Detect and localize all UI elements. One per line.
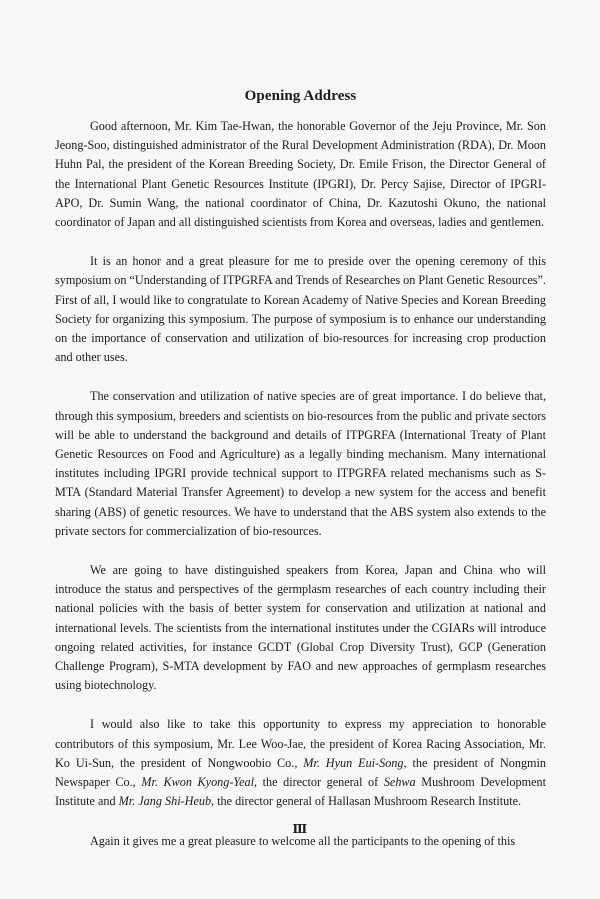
- document-title: Opening Address: [244, 88, 357, 104]
- italic-text: Mr. Hyun Eui-Song: [303, 755, 404, 770]
- paragraph-text: Good afternoon, Mr. Kim Tae-Hwan, the honorable Governor of the Jeju Province, Mr. Son Jeong-Soo, distinguished administrator of the Rural Development Administration (RDA), Dr. Moon Huhn Pal, the president of the Korean Breeding Society, Dr. Emile Frison, the Director General of the International Plant Genetic Resources Institute (IPGRI), Dr. Percy Sajise, Director of IPGRI-APO, Dr. Sumin Wang, the national coordinator of China, Dr. Kazutoshi Okuno, the national coordinator of Japan and all distinguished scientists from Korea and overseas, ladies and gentlemen.: [55, 119, 546, 230]
- body-paragraph: [55, 715, 546, 811]
- paragraph-text: The conservation and utilization of native species are of great importance. I do believe that, through this symposium, breeders and scientists on bio-resources from the public and private sectors will be able to understand the background and details of ITPGRFA (International Treaty of Plant Genetic Resources on Food and Agriculture) as a legally binding mechanism. Many international institutes including IPGRI provide technical support to ITPGRFA related mechanisms such as S-MTA (Standard Material Transfer Agreement) to develop a new system for the access and benefit sharing (ABS) of genetic resources. We have to understand that the ABS system also extends to the private sectors for commercialization of bio-resources.: [55, 389, 546, 538]
- body-paragraph: [55, 387, 546, 541]
- body-paragraph: [55, 252, 546, 367]
- italic-text: Mr. Kwon Kyong-Yeal: [141, 775, 254, 790]
- paragraph-text: , the director general of Hallasan Mushroom Research Institute.: [211, 794, 522, 809]
- italic-text: Sehwa: [383, 775, 416, 790]
- paragraph-text: I would also like to take this opportunity to express my appreciation to honorable contributors of this symposium, Mr. Lee Woo-Jae, the president of Korea Racing Association, Mr. Ko Ui-Sun, the president of Nongwoobio Co.,: [55, 717, 546, 770]
- paragraph-text: Mushroom Development Institute and: [55, 775, 546, 809]
- paragraph-text: It is an honor and a great pleasure for me to preside over the opening ceremony of this symposium on “Understanding of ITPGRFA and Trends of Researches on Plant Genetic Resources”. First of all, I would like to congratulate to Korean Academy of Native Species and Korean Breeding Society for organizing this symposium. The purpose of symposium is to enhance our understanding on the importance of conservation and utilization of bio-resources for increasing crop production and other uses.: [55, 254, 546, 365]
- paragraph-list: [55, 117, 546, 851]
- body-paragraph: [55, 117, 546, 232]
- body-paragraph: [55, 561, 546, 695]
- paragraph-text: Again it gives me a great pleasure to welcome all the participants to the opening of this: [90, 833, 516, 848]
- paragraph-text: , the president of Nongmin Newspaper Co.,: [55, 755, 546, 790]
- page-number: Ⅲ: [292, 822, 308, 836]
- paragraph-text: , the director general of: [253, 775, 384, 790]
- italic-text: Mr. Jang Shi-Heub: [118, 794, 212, 809]
- paragraph-text: We are going to have distinguished speakers from Korea, Japan and China who will introduce the status and perspectives of the germplasm researches of each country including their national policies with the basis of better system for conservation and utilization at national and international levels. The scientists from the international institutes under the CGIARs will introduce ongoing related activities, for instance GCDT (Global Crop Diversity Trust), GCP (Generation Challenge Program), S-MTA development by FAO and new approaches of germplasm researches using biotechnology.: [55, 563, 546, 693]
- document-body: [55, 88, 546, 871]
